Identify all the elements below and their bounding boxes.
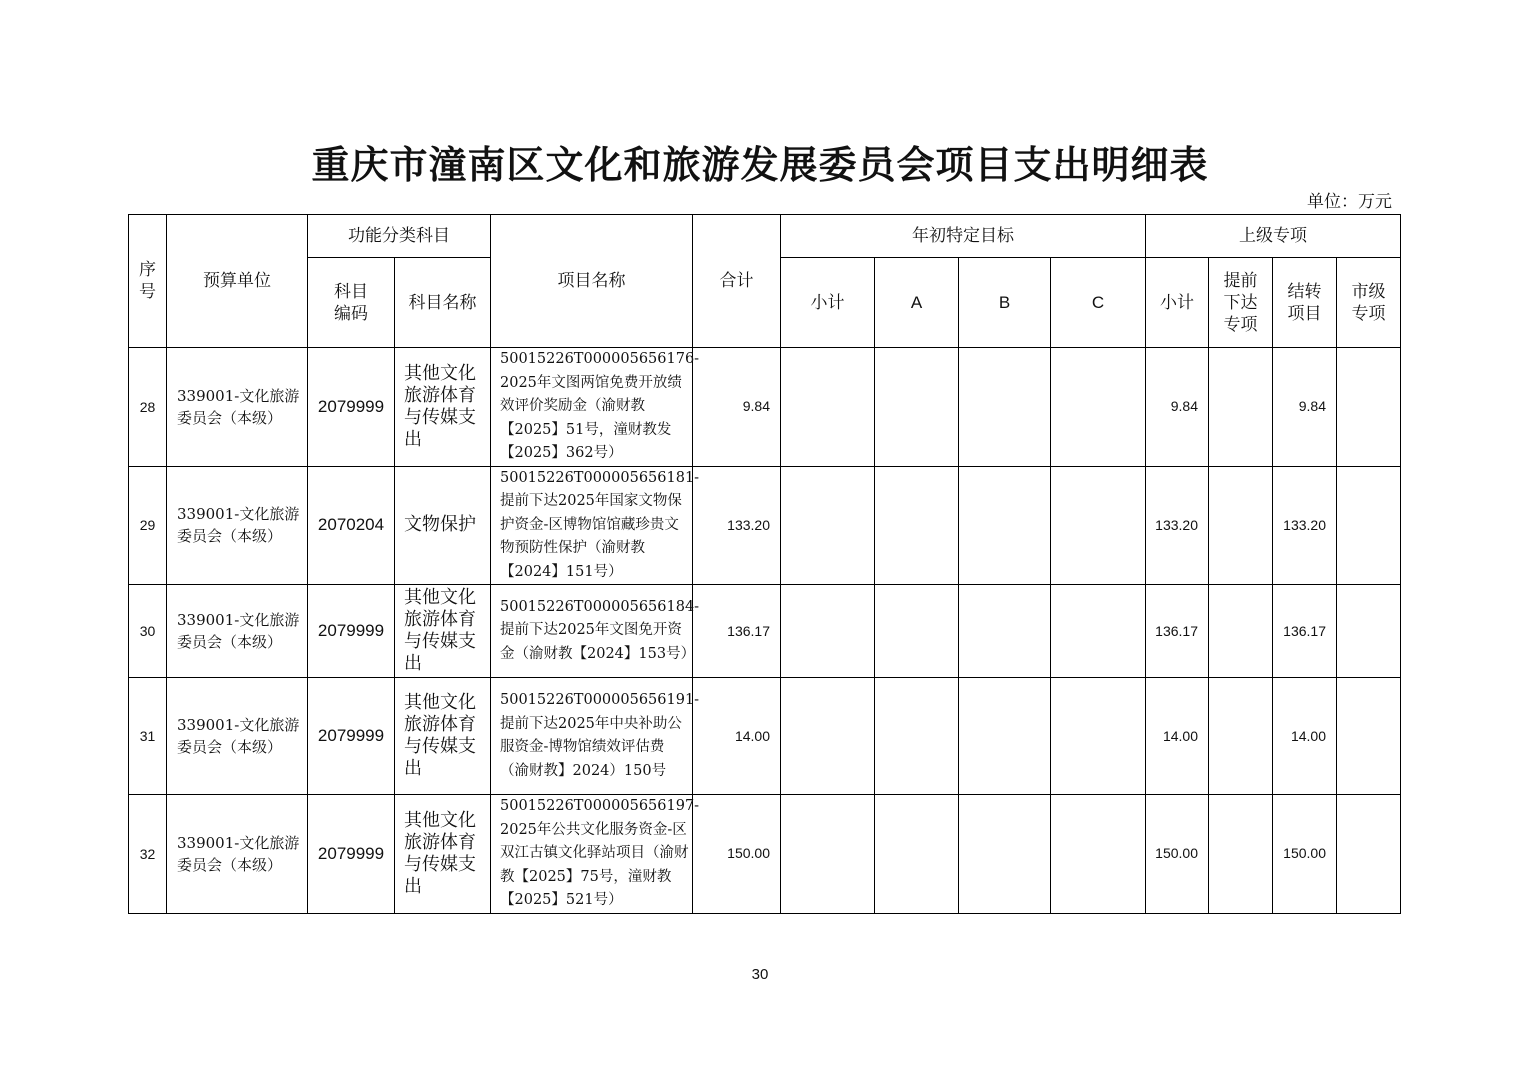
header-project-name: 项目名称: [491, 215, 693, 348]
unit-label: 单位：万元: [1307, 192, 1392, 212]
header-upper-carry: 结转项目: [1273, 258, 1337, 348]
row-target-b: [959, 466, 1051, 585]
row-city-special: [1337, 348, 1401, 467]
row-subject-name: 文物保护: [395, 466, 491, 585]
header-target-b: B: [959, 258, 1051, 348]
row-subject-name: 其他文化旅游体育与传媒支出: [395, 585, 491, 678]
table-row: [129, 795, 1401, 914]
page-number: 30: [751, 966, 769, 983]
row-project-name: 50015226T000005656184-提前下达2025年文图免开资金（渝财教【2024】153号）: [491, 585, 693, 678]
row-upper-advance: [1209, 348, 1273, 467]
row-target-c: [1051, 585, 1146, 678]
document-title: 重庆市潼南区文化和旅游发展委员会项目支出明细表: [311, 142, 1209, 187]
row-budget-unit: 339001-文化旅游委员会（本级）: [167, 585, 308, 678]
table-row: [129, 466, 1401, 585]
row-target-c: [1051, 795, 1146, 914]
row-total: 136.17: [693, 585, 781, 678]
row-target-subtotal: [781, 795, 875, 914]
row-upper-carry: 136.17: [1273, 585, 1337, 678]
row-target-a: [875, 795, 959, 914]
row-target-b: [959, 678, 1051, 795]
row-target-a: [875, 348, 959, 467]
row-city-special: [1337, 585, 1401, 678]
row-upper-subtotal: 133.20: [1146, 466, 1209, 585]
row-upper-carry: 9.84: [1273, 348, 1337, 467]
row-subject-code: 2079999: [308, 348, 395, 467]
table-row: [129, 348, 1401, 467]
row-target-a: [875, 585, 959, 678]
row-target-subtotal: [781, 348, 875, 467]
header-upper-advance: 提前下达专项: [1209, 258, 1273, 348]
row-project-name: 50015226T000005656197-2025年公共文化服务资金-区双江古镇文化驿站项目（渝财教【2025】75号，潼财教【2025】521号）: [491, 795, 693, 914]
row-target-subtotal: [781, 585, 875, 678]
row-upper-advance: [1209, 585, 1273, 678]
row-target-b: [959, 348, 1051, 467]
row-total: 150.00: [693, 795, 781, 914]
row-target-c: [1051, 466, 1146, 585]
row-target-b: [959, 795, 1051, 914]
row-subject-code: 2079999: [308, 678, 395, 795]
row-upper-advance: [1209, 678, 1273, 795]
row-city-special: [1337, 466, 1401, 585]
row-subject-code: 2079999: [308, 795, 395, 914]
row-upper-subtotal: 14.00: [1146, 678, 1209, 795]
row-upper-subtotal: 136.17: [1146, 585, 1209, 678]
row-budget-unit: 339001-文化旅游委员会（本级）: [167, 795, 308, 914]
row-seq: 32: [129, 795, 167, 914]
row-target-subtotal: [781, 466, 875, 585]
row-total: 9.84: [693, 348, 781, 467]
row-city-special: [1337, 678, 1401, 795]
row-total: 14.00: [693, 678, 781, 795]
header-subject-name: 科目名称: [395, 258, 491, 348]
row-subject-name: 其他文化旅游体育与传媒支出: [395, 678, 491, 795]
row-upper-subtotal: 9.84: [1146, 348, 1209, 467]
row-subject-code: 2070204: [308, 466, 395, 585]
row-budget-unit: 339001-文化旅游委员会（本级）: [167, 348, 308, 467]
row-subject-name: 其他文化旅游体育与传媒支出: [395, 795, 491, 914]
row-upper-advance: [1209, 795, 1273, 914]
table-row: [129, 678, 1401, 795]
row-subject-name: 其他文化旅游体育与传媒支出: [395, 348, 491, 467]
row-subject-code: 2079999: [308, 585, 395, 678]
row-project-name: 50015226T000005656181-提前下达2025年国家文物保护资金-区博物馆馆藏珍贵文物预防性保护（渝财教【2024】151号）: [491, 466, 693, 585]
row-target-c: [1051, 678, 1146, 795]
header-target-group: 年初特定目标: [781, 215, 1146, 258]
row-upper-carry: 150.00: [1273, 795, 1337, 914]
header-target-a: A: [875, 258, 959, 348]
header-upper-group: 上级专项: [1146, 215, 1401, 258]
header-budget-unit: 预算单位: [167, 215, 308, 348]
header-upper-subtotal: 小计: [1146, 258, 1209, 348]
row-total: 133.20: [693, 466, 781, 585]
header-city-special: 市级专项: [1337, 258, 1401, 348]
row-seq: 28: [129, 348, 167, 467]
row-upper-carry: 133.20: [1273, 466, 1337, 585]
row-upper-advance: [1209, 466, 1273, 585]
row-target-c: [1051, 348, 1146, 467]
row-budget-unit: 339001-文化旅游委员会（本级）: [167, 466, 308, 585]
row-target-b: [959, 585, 1051, 678]
row-target-subtotal: [781, 678, 875, 795]
header-row-1: [129, 215, 1401, 258]
header-target-subtotal: 小计: [781, 258, 875, 348]
row-target-a: [875, 466, 959, 585]
row-budget-unit: 339001-文化旅游委员会（本级）: [167, 678, 308, 795]
header-target-c: C: [1051, 258, 1146, 348]
row-city-special: [1337, 795, 1401, 914]
header-func-group: 功能分类科目: [308, 215, 491, 258]
project-expense-table: [128, 214, 1401, 914]
header-seq: 序号: [129, 215, 167, 348]
header-total: 合计: [693, 215, 781, 348]
row-seq: 30: [129, 585, 167, 678]
table-row: [129, 585, 1401, 678]
header-subject-code: 科目编码: [308, 258, 395, 348]
row-seq: 29: [129, 466, 167, 585]
row-target-a: [875, 678, 959, 795]
row-upper-carry: 14.00: [1273, 678, 1337, 795]
row-seq: 31: [129, 678, 167, 795]
row-upper-subtotal: 150.00: [1146, 795, 1209, 914]
row-project-name: 50015226T000005656191-提前下达2025年中央补助公服资金-博物馆绩效评估费（渝财教】2024）150号: [491, 678, 693, 795]
row-project-name: 50015226T000005656176-2025年文图两馆免费开放绩效评价奖励金（渝财教【2025】51号，潼财教发【2025】362号）: [491, 348, 693, 467]
